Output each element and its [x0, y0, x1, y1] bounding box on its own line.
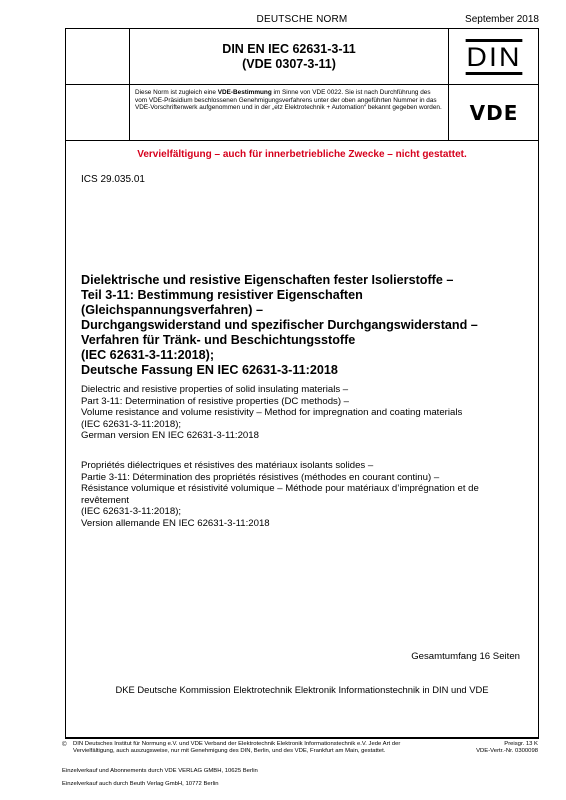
title-row [66, 29, 538, 85]
english-title-line: Dielectric and resistive properties of solid insulating materials – [81, 384, 349, 395]
german-title-line: Teil 3-11: Bestimmung resistiver Eigenschaften [81, 288, 363, 302]
footer-divider [65, 738, 539, 739]
french-title [81, 460, 536, 529]
french-title-line: Partie 3-11: Détermination des propriétés résistives (méthodes en courant continu) – [81, 471, 440, 483]
standard-number-box [129, 29, 449, 85]
ics-code: ICS 29.035.01 [81, 174, 145, 185]
vde-regulation-note [129, 85, 449, 141]
vde-logo: VDE [469, 101, 519, 125]
price-group: Preisgr. 13 K [504, 741, 538, 747]
reproduction-notice: Vervielfältigung – auch für innerbetriebliche Zwecke – nicht gestattet. [137, 149, 467, 160]
german-title-line: (IEC 62631-3-11:2018); [81, 348, 215, 362]
english-title-line: (IEC 62631-3-11:2018); [81, 418, 182, 430]
din-logo-text: DIN [466, 39, 523, 75]
vde-order-number: VDE-Vertr.-Nr. 0300098 [476, 748, 538, 754]
vde-row [66, 85, 538, 141]
french-title-line: (IEC 62631-3-11:2018); [81, 506, 182, 517]
german-title-line: Deutsche Fassung EN IEC 62631-3-11:2018 [81, 363, 338, 377]
cover-frame [65, 28, 539, 738]
sales-info-beuth: Einzelverkauf auch durch Beuth Verlag GmbH, 10772 Berlin [62, 781, 219, 787]
english-title-line: German version EN IEC 62631-3-11:2018 [81, 430, 259, 441]
german-title-line: Verfahren für Tränk- und Beschichtungsstoffe [81, 333, 356, 347]
english-title [81, 384, 536, 442]
german-title [81, 273, 531, 378]
german-title-line: Durchgangswiderstand und spezifischer Durchgangswiderstand – [81, 318, 478, 332]
german-title-line: (Gleichspannungsverfahren) – [81, 303, 263, 317]
french-title-line: Propriétés diélectriques et résistives des matériaux isolants solides – [81, 460, 374, 471]
english-title-line: Volume resistance and volume resistivity – Method for impregnation and coating materials [81, 407, 463, 418]
dke-committee: DKE Deutsche Kommission Elektrotechnik Elektronik Informationstechnik in DIN und VDE [115, 684, 489, 695]
french-title-line: revêtement [81, 494, 129, 506]
price-info [476, 741, 538, 755]
french-title-line: Version allemande EN IEC 62631-3-11:2018 [81, 517, 270, 529]
din-logo [450, 29, 538, 85]
standard-type-label: DEUTSCHE NORM [256, 14, 348, 25]
total-pages: Gesamtumfang 16 Seiten [411, 651, 520, 662]
vde-note-bold: VDE-Bestimmung [217, 89, 272, 96]
french-title-line: Résistance volumique et résistivité volumique – Méthode pour matériaux d’imprégnation et de [81, 483, 479, 494]
copyright-icon: © [62, 741, 67, 748]
vde-note-post: im Sinne von VDE 0022. Sie ist nach Durchführung des vom VDE-Präsidium beschlossenen Genehmigungsverfahrens unter der oben angeführten Nummer in das VDE-Vorschriftenwerk aufgenommen und in der „etz Elektrotechnik + Automation“ bekannt gegeben worden. [135, 89, 442, 112]
standard-number: DIN EN IEC 62631-3-11 [222, 42, 356, 56]
vde-number: (VDE 0307-3-11) [242, 57, 336, 71]
sales-info-vde: Einzelverkauf und Abonnements durch VDE VERLAG GMBH, 10625 Berlin [62, 768, 258, 774]
vde-note-pre: Diese Norm ist zugleich eine [135, 89, 218, 96]
publication-date: September 2018 [465, 14, 539, 25]
english-title-line: Part 3-11: Determination of resistive properties (DC methods) – [81, 395, 350, 407]
german-title-line: Dielektrische und resistive Eigenschaften fester Isolierstoffe – [81, 273, 454, 287]
copyright-notice: DIN Deutsches Institut für Normung e.V. und VDE Verband der Elektrotechnik Elektronik Informationstechnik e.V. Jede Art der Vervielfältigung, auch auszugsweise, nur mit Genehmigung des DIN, Berlin, und des VDE, Frankfurt am Main, gestattet. [73, 741, 401, 754]
